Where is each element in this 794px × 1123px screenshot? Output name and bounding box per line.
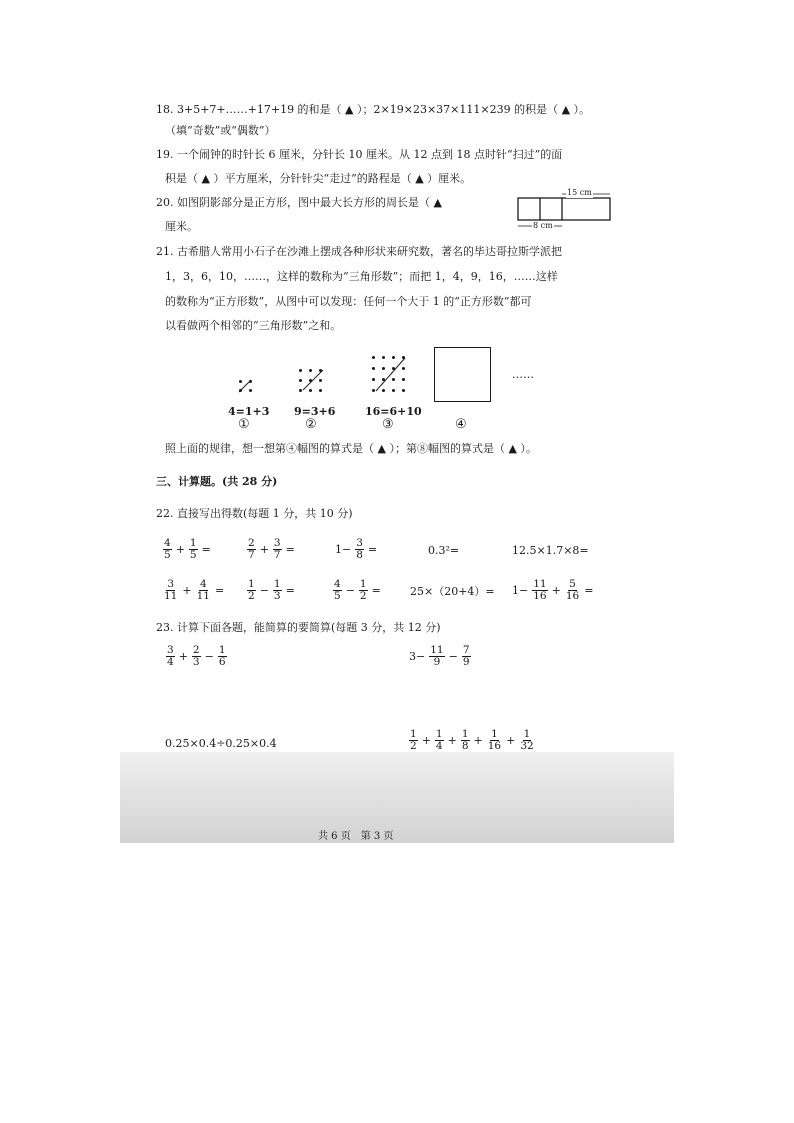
q22-r2-e4: 25×（20+4）= — [410, 585, 495, 598]
q22-r1-e5: 12.5×1.7×8= — [512, 544, 589, 557]
q18-line2: （填“奇数”或“偶数”） — [165, 124, 276, 137]
q23-problem-1: $\frac{3}{4}$ + $\frac{2}{3}$ − $\frac{1}{6}$ — [167, 644, 226, 668]
figure-2-caption: 9=3+6 — [294, 405, 336, 418]
figure-3-caption: 16=6+10 — [365, 405, 422, 418]
figure-4-square — [434, 347, 491, 402]
q19-line2: 积是（ ▲ ）平方厘米，分针针尖“走过”的路程是（ ▲ ）厘米。 — [165, 172, 472, 185]
q22-r2-e5: 1− $\frac{11}{16}$ + $\frac{5}{16}$ = — [512, 578, 594, 602]
q21-line3: 的数称为“正方形数”，从图中可以发现：任何一个大于 1 的“正方形数”都可 — [165, 295, 532, 308]
q22-title: 22. 直接写出得数(每题 1 分，共 10 分) — [156, 507, 353, 520]
page-number: 共 6 页 第 3 页 — [318, 831, 394, 842]
figure-1-caption: 4=1+3 — [228, 405, 270, 418]
q21-line4: 以看做两个相邻的“三角形数”之和。 — [165, 319, 342, 332]
q19-line1: 19. 一个闹钟的时针长 6 厘米，分针长 10 厘米。从 12 点到 18 点时针“扫过”的面 — [156, 148, 563, 161]
q20-line2: 厘米。 — [165, 220, 198, 233]
q20-line1: 20. 如图阴影部分是正方形，图中最大长方形的周长是（ ▲ — [156, 196, 442, 209]
q22-r1-e2: $\frac{2}{7}$ + $\frac{3}{7}$ = — [248, 537, 295, 561]
q22-r1-e4: 0.3²= — [428, 544, 460, 557]
page-bottom-shadow — [120, 752, 674, 843]
q20-rectangle-figure — [515, 188, 613, 236]
q23-problem-2: 3− $\frac{11}{9}$ − $\frac{7}{9}$ — [409, 644, 470, 668]
q23-problem-4: $\frac{1}{2}$ + $\frac{1}{4}$ + $\frac{1}{8}$ + $\frac{1}{16}$ + $\frac{1}{32}$ — [410, 728, 534, 752]
q21-conclusion: 照上面的规律，想一想第④幅图的算式是（ ▲ ）；第⑧幅图的算式是（ ▲ ）。 — [165, 442, 537, 455]
q21-line2: 1，3，6，10，……，这样的数称为“三角形数”；而把 1，4，9，16，……这样 — [165, 270, 558, 283]
q18-line1: 18. 3+5+7+……+17+19 的和是（ ▲ ）；2×19×23×37×111×239 的积是（ ▲ ）。 — [156, 103, 591, 116]
figure-2-number: ② — [305, 417, 317, 432]
figure-1-number: ① — [238, 417, 250, 432]
q22-r1-e1: $\frac{4}{5}$ + $\frac{1}{5}$ = — [164, 537, 211, 561]
outer-rectangle — [518, 198, 610, 220]
section3-title: 三、计算题。(共 28 分) — [156, 475, 278, 488]
q20-bottom-dimension: 8 cm — [533, 221, 553, 230]
q20-top-dimension: 15 cm — [567, 188, 592, 197]
q22-r2-e1: $\frac{3}{11}$ + $\frac{4}{11}$ = — [164, 578, 225, 602]
figure-3-number: ③ — [382, 417, 394, 432]
q22-r1-e3: 1− $\frac{3}{8}$ = — [335, 537, 378, 561]
figure-4-number: ④ — [455, 417, 467, 432]
q23-problem-3: 0.25×0.4÷0.25×0.4 — [165, 737, 277, 750]
q21-line1: 21. 古希腊人常用小石子在沙滩上摆成各种形状来研究数，著名的毕达哥拉斯学派把 — [156, 245, 562, 258]
q23-title: 23. 计算下面各题，能简算的要简算(每题 3 分，共 12 分) — [156, 621, 441, 634]
figures-ellipsis: …… — [512, 368, 534, 381]
q22-r2-e2: $\frac{1}{2}$ − $\frac{1}{3}$ = — [248, 578, 295, 602]
q22-r2-e3: $\frac{4}{5}$ − $\frac{1}{2}$ = — [334, 578, 381, 602]
